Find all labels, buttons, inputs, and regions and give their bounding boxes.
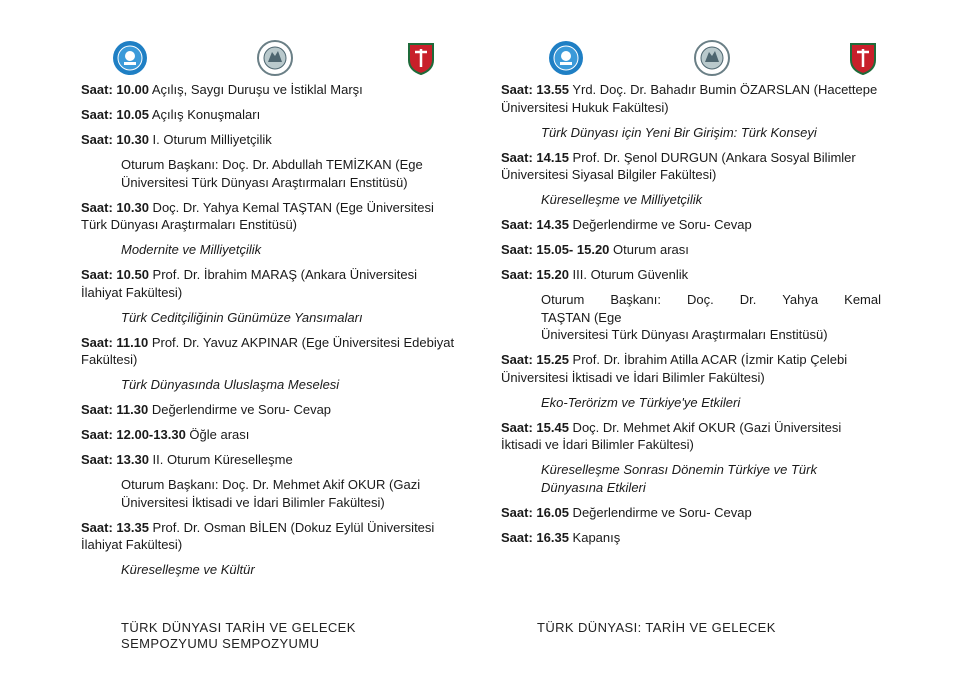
session-time: Saat: 15.20 <box>501 267 569 282</box>
paper-title: Eko-Terörizm ve Türkiye'ye Etkileri <box>541 394 741 410</box>
wolf-seal-icon <box>694 40 730 76</box>
schedule-entry <box>81 401 461 419</box>
red-shield-icon <box>403 40 439 76</box>
session-time: Saat: 16.35 <box>501 529 569 545</box>
session-time: Saat: 11.30 <box>81 402 149 417</box>
session-time: Saat: 10.05 <box>81 107 149 122</box>
schedule-entry <box>81 519 461 554</box>
schedule-entry <box>501 81 881 116</box>
session-text: Kapanış <box>568 529 621 545</box>
session-chair: Oturum Başkanı: Doç. Dr. Abdullah TEMİZKAN (Ege Üniversitesi Türk Dünyası Araştırmaları Enstitüsü) <box>121 157 423 190</box>
red-shield-icon <box>845 40 881 76</box>
schedule-entry <box>81 426 461 444</box>
session-text: Açılış, Saygı Duruşu ve İstiklal Marşı <box>148 82 363 97</box>
schedule-entry <box>81 334 461 369</box>
paper-title: Küreselleşme ve Milliyetçilik <box>541 192 703 207</box>
paper-title: Küreselleşme ve Kültür <box>121 562 255 577</box>
session-time: Saat: 11.10 <box>81 334 149 350</box>
session-time: Saat: 10.30 <box>81 132 149 147</box>
paper-title: Küreselleşme Sonrası Dönemin Türkiye ve Türk Dünyasına Etkileri <box>541 462 817 495</box>
footer-right-title: TÜRK DÜNYASI: TARİH VE GELECEK <box>537 620 776 635</box>
schedule-entry <box>81 131 461 149</box>
session-chair <box>501 291 881 344</box>
session-text: I. Oturum Milliyetçilik <box>148 132 272 147</box>
session-time: Saat: 15.25 <box>501 352 569 367</box>
schedule-entry <box>81 266 461 301</box>
session-text: Prof. Dr. İbrahim Atilla ACAR (İzmir Katip Çelebi Üniversitesi İktisadi ve İdari Bilimler Fakültesi) <box>501 352 848 385</box>
session-chair-line: Oturum Başkanı: Doç. Dr. Yahya Kemal <box>541 292 881 307</box>
right-schedule-list <box>501 81 881 554</box>
session-text: III. Oturum Güvenlik <box>568 267 689 282</box>
session-time: Saat: 12.00-13.30 <box>81 427 186 442</box>
session-text: Oturum arası <box>609 242 689 257</box>
schedule-entry <box>501 216 881 234</box>
session-time: Saat: 15.05- 15.20 <box>501 242 610 257</box>
footer-left-title: TÜRK DÜNYASI TARİH VE GELECEK SEMPOZYUMU SEMPOZYUMU <box>121 620 356 651</box>
paper-title: Türk Dünyası için Yeni Bir Girişim: Türk Konseyi <box>541 124 817 140</box>
schedule-entry <box>501 351 881 386</box>
schedule-entry <box>501 529 881 547</box>
session-time: Saat: 10.00 <box>81 82 149 97</box>
session-chair: Oturum Başkanı: Doç. Dr. Mehmet Akif OKUR (Gazi Üniversitesi İktisadi ve İdari Bilimler Fakültesi) <box>121 477 421 510</box>
schedule-entry <box>81 106 461 124</box>
session-text: Açılış Konuşmaları <box>148 107 261 122</box>
session-time: Saat: 13.30 <box>81 452 149 467</box>
session-text: II. Oturum Küreselleşme <box>148 452 293 467</box>
session-time: Saat: 13.55 <box>501 82 569 97</box>
session-text: Yrd. Doç. Dr. Bahadır Bumin ÖZARSLAN (Hacettepe Üniversitesi Hukuk Fakültesi) <box>501 82 878 115</box>
schedule-entry <box>501 266 881 284</box>
schedule-entry <box>501 241 881 259</box>
session-time: Saat: 10.50 <box>81 267 149 282</box>
session-text: Değerlendirme ve Soru- Cevap <box>148 402 332 417</box>
schedule-entry <box>501 419 881 454</box>
session-text: Öğle arası <box>185 427 250 442</box>
session-text: Doç. Dr. Yahya Kemal TAŞTAN (Ege Üniversitesi Türk Dünyası Araştırmaları Enstitüsü) <box>81 199 434 232</box>
schedule-entry <box>81 451 461 469</box>
session-time: Saat: 16.05 <box>501 504 569 520</box>
wolf-seal-icon <box>257 40 293 76</box>
session-text: Prof. Dr. Osman BİLEN (Dokuz Eylül Üniversitesi İlahiyat Fakültesi) <box>81 519 435 552</box>
session-text: Prof. Dr. Yavuz AKPINAR (Ege Üniversitesi Edebiyat Fakültesi) <box>81 334 455 367</box>
session-time: Saat: 14.35 <box>501 217 569 232</box>
session-time: Saat: 10.30 <box>81 199 149 215</box>
session-text: Prof. Dr. Şenol DURGUN (Ankara Sosyal Bilimler Üniversitesi Siyasal Bilgiler Fakültesi) <box>501 149 856 182</box>
schedule-entry <box>501 149 881 184</box>
schedule-entry <box>81 199 461 234</box>
paper-title: Türk Dünyasında Uluslaşma Meselesi <box>121 377 340 392</box>
session-text: Doç. Dr. Mehmet Akif OKUR (Gazi Üniversitesi İktisadi ve İdari Bilimler Fakültesi) <box>501 419 842 452</box>
left-schedule-list <box>81 81 461 586</box>
blue-emblem-icon <box>548 40 584 76</box>
session-text: Prof. Dr. İbrahim MARAŞ (Ankara Üniversitesi İlahiyat Fakültesi) <box>81 267 417 300</box>
paper-title: Türk Ceditçiliğinin Günümüze Yansımaları <box>121 309 363 325</box>
session-text: Değerlendirme ve Soru- Cevap <box>568 504 752 520</box>
schedule-entry <box>81 81 461 99</box>
paper-title: Modernite ve Milliyetçilik <box>121 242 262 257</box>
blue-emblem-icon <box>112 40 148 76</box>
schedule-entry <box>501 504 881 522</box>
session-chair-line: TAŞTAN (Ege <box>541 309 622 325</box>
session-text: Değerlendirme ve Soru- Cevap <box>568 217 752 232</box>
session-chair-line: Üniversitesi Türk Dünyası Araştırmaları Enstitüsü) <box>541 327 828 342</box>
session-time: Saat: 14.15 <box>501 149 569 165</box>
session-time: Saat: 13.35 <box>81 519 149 535</box>
session-time: Saat: 15.45 <box>501 419 569 435</box>
